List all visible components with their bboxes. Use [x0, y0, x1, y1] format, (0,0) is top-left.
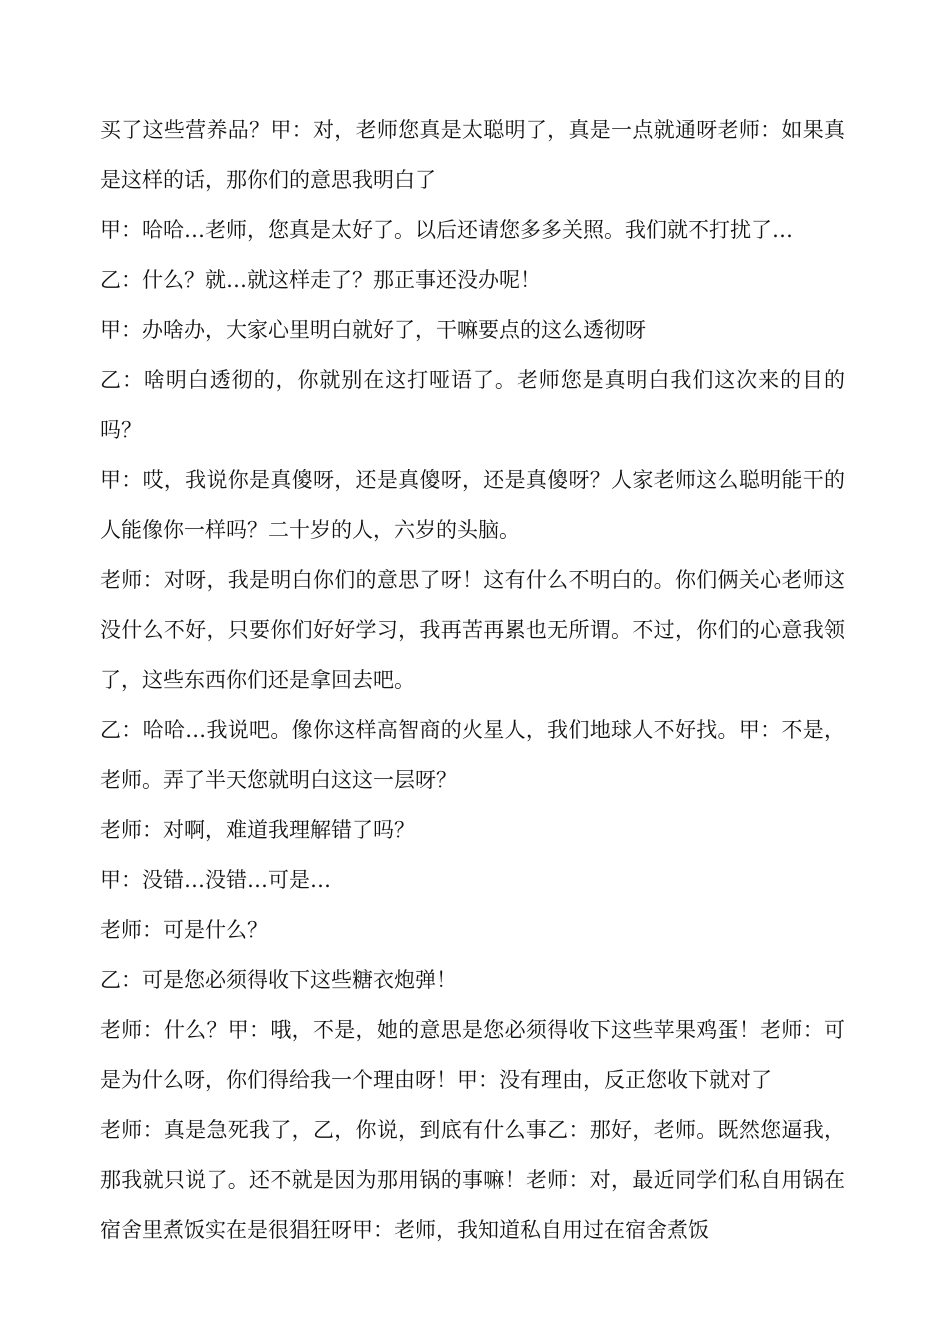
paragraph-5: 乙：啥明白透彻的，你就别在这打哑语了。老师您是真明白我们这次来的目的吗？ — [100, 368, 845, 442]
paragraph-14: 老师：真是急死我了，乙，你说，到底有什么事乙：那好，老师。既然您逼我，那我就只说了。还不就是因为那用锅的事嘛！老师：对，最近同学们私自用锅在宿舍里煮饭实在是很猖狂呀甲：老师，我知道私自用过在宿舍煮饭 — [100, 1118, 845, 1242]
paragraph-4: 甲：办啥办，大家心里明白就好了，干嘛要点的这么透彻呀 — [100, 318, 646, 342]
paragraph-12: 乙：可是您必须得收下这些糖衣炮弹！ — [100, 968, 457, 992]
paragraph-1: 买了这些营养品？甲：对，老师您真是太聪明了，真是一点就通呀老师：如果真是这样的话，那你们的意思我明白了 — [100, 118, 845, 192]
paragraph-8: 乙：哈哈…我说吧。像你这样高智商的火星人，我们地球人不好找。甲：不是，老师。弄了半天您就明白这这一层呀？ — [100, 718, 845, 792]
paragraph-10: 甲：没错…没错…可是… — [100, 868, 331, 892]
paragraph-6: 甲：哎，我说你是真傻呀，还是真傻呀，还是真傻呀？人家老师这么聪明能干的人能像你一样吗？二十岁的人，六岁的头脑。 — [100, 468, 845, 542]
paragraph-2: 甲：哈哈…老师，您真是太好了。以后还请您多多关照。我们就不打扰了… — [100, 218, 793, 242]
document-body — [100, 105, 845, 1255]
paragraph-13: 老师：什么？甲：哦，不是，她的意思是您必须得收下这些苹果鸡蛋！老师：可是为什么呀，你们得给我一个理由呀！甲：没有理由，反正您收下就对了 — [100, 1018, 845, 1092]
paragraph-9: 老师：对啊，难道我理解错了吗？ — [100, 818, 415, 842]
paragraph-3: 乙：什么？就…就这样走了？那正事还没办呢！ — [100, 268, 541, 292]
paragraph-7: 老师：对呀，我是明白你们的意思了呀！这有什么不明白的。你们俩关心老师这没什么不好，只要你们好好学习，我再苦再累也无所谓。不过，你们的心意我领了，这些东西你们还是拿回去吧。 — [100, 568, 845, 692]
paragraph-11: 老师：可是什么？ — [100, 918, 268, 942]
